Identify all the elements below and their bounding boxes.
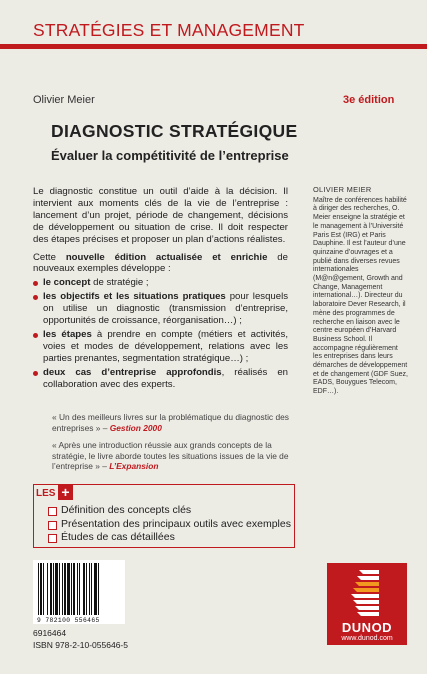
lead-highlight: nouvelle édition actualisée et enrichie	[65, 251, 268, 263]
feature-bold: le concept	[43, 277, 91, 289]
highlights-list	[48, 504, 291, 545]
feature-bold: les étapes	[43, 328, 92, 340]
feature-bold: deux cas d’entreprise approfondis	[43, 366, 222, 378]
barcode	[33, 560, 125, 624]
barcode-bar	[40, 563, 42, 615]
lead-text: Cette	[33, 251, 66, 263]
intro-paragraph: Le diagnostic constitue un outil d’aide à la décision. Il intervient aux moments clés de la vie de l’entreprise : lancement d’un projet, période de changement, décisions de développement ou situation de crise. Il doit respecter des étapes précises et proposer un plan d’actions réalistes.	[33, 186, 288, 245]
barcode-bar	[94, 563, 97, 615]
barcode-bar	[59, 563, 60, 615]
barcode-bar	[53, 563, 54, 615]
author-bio	[313, 186, 408, 397]
highlights-label: LES	[36, 488, 56, 499]
feature-text: pour lesquels on utilise un diagnostic (transmission d’entreprise, opportunités de croissance, réorganisation…) ;	[43, 291, 289, 327]
barcode-bar	[43, 563, 44, 615]
feature-item	[33, 277, 288, 289]
header-stripe	[0, 44, 427, 49]
feature-text: à prendre en compte (métiers et activités, voies et modes de développement, relations avec les parties prenantes, segmentation stratégique…) ;	[43, 328, 288, 364]
barcode-bar	[91, 563, 92, 615]
barcode-bar	[64, 563, 66, 615]
quote-source: L’Expansion	[109, 461, 159, 472]
highlight-item: Études de cas détaillées	[48, 531, 291, 545]
feature-text: , réalisés en collaboration avec des experts.	[43, 366, 288, 390]
barcode-bar	[47, 563, 48, 615]
feature-bold: les objectifs et les situations pratiques	[43, 291, 226, 303]
author-name: Olivier Meier	[33, 94, 95, 106]
publisher-name: DUNOD	[341, 620, 393, 635]
barcode-bar	[77, 563, 78, 615]
book-subtitle: Évaluer la compétitivité de l’entreprise	[51, 148, 289, 163]
bio-text: Maître de conférences habilité à diriger des recherches, O. Meier enseigne la stratégie et le management à l’Université Paris Est (IRG) et Paris Dauphine. Il est l’auteur d’une quinzaine d’ouvrages et a publié dans diverses revues internationales (M@n@gement, Growth and Change, Management international…). Directeur du laboratoire Dever Research, il mène des programmes de recherche en liaison avec le centre européen d’Harvard Business School. Il accompagne régulièrement les entreprises dans leurs démarches de développement et de changement (GDF Suez, EADS, Bouygues Telecom, EDF…).	[313, 196, 408, 396]
publisher-mark-icon	[349, 568, 385, 618]
publisher-url: www.dunod.com	[341, 635, 393, 642]
isbn: ISBN 978-2-10-055646-5	[33, 640, 128, 650]
press-quotes	[52, 412, 292, 479]
barcode-digits: 9 782100 556465	[37, 617, 100, 624]
barcode-bar	[89, 563, 90, 615]
barcode-bar	[79, 563, 80, 615]
series-title: STRATÉGIES ET MANAGEMENT	[33, 20, 305, 40]
highlight-item: Présentation des principaux outils avec exemples	[48, 518, 291, 532]
feature-item	[33, 291, 288, 327]
publisher-logo	[327, 563, 407, 645]
edition-label: 3e édition	[343, 94, 395, 106]
barcode-bar	[73, 563, 75, 615]
feature-text: de stratégie ;	[90, 277, 149, 289]
highlight-item: Définition des concepts clés	[48, 504, 291, 518]
intro-lead	[33, 252, 288, 276]
plus-icon: +	[58, 485, 73, 500]
quote	[52, 412, 292, 433]
barcode-bar	[55, 563, 58, 615]
quote-text: « Un des meilleurs livres sur la problématique du diagnostic des entreprises » –	[52, 412, 289, 433]
lead-rest: de nouveaux exemples développe :	[33, 251, 288, 275]
barcode-bar	[98, 563, 99, 615]
quote-text: « Après une introduction réussie aux grands concepts de la stratégie, le livre aborde toutes les situations issues de la vie de l’entreprise » –	[52, 440, 289, 472]
barcode-bars	[38, 563, 120, 615]
description	[33, 186, 288, 393]
barcode-bar	[38, 563, 39, 615]
barcode-bar	[83, 563, 85, 615]
barcode-bar	[67, 563, 70, 615]
quote-source: Gestion 2000	[109, 422, 162, 433]
feature-item	[33, 329, 288, 365]
quote	[52, 440, 292, 472]
feature-item	[33, 367, 288, 391]
product-code: 6916464	[33, 628, 67, 638]
bio-heading: OLIVIER MEIER	[313, 185, 372, 194]
barcode-bar	[50, 563, 52, 615]
book-title: DIAGNOSTIC STRATÉGIQUE	[51, 121, 298, 141]
barcode-bar	[71, 563, 72, 615]
feature-list	[33, 277, 288, 390]
barcode-bar	[86, 563, 87, 615]
barcode-bar	[62, 563, 63, 615]
